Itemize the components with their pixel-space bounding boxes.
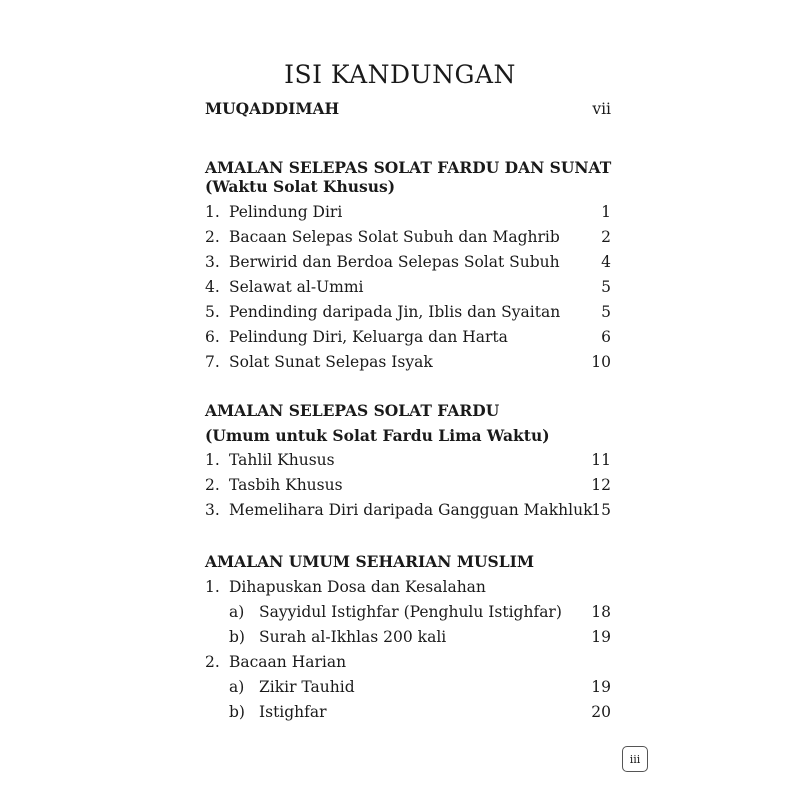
section-heading-text: AMALAN SELEPAS SOLAT FARDU: [205, 401, 500, 420]
toc-page: vii: [592, 100, 611, 118]
item-page: 2: [601, 228, 611, 246]
item-title: Bacaan Selepas Solat Subuh dan Maghrib: [229, 228, 560, 246]
item-title: Pendinding daripada Jin, Iblis dan Syaitan: [229, 303, 561, 321]
section-heading-text: AMALAN UMUM SEHARIAN MUSLIM: [205, 552, 535, 571]
section-heading-text: AMALAN SELEPAS SOLAT FARDU DAN SUNAT: [205, 158, 612, 177]
item-title: Memelihara Diri daripada Gangguan Makhluk: [229, 501, 593, 519]
toc-row: [205, 225, 611, 249]
toc-row-muqaddimah: [205, 97, 611, 121]
subitem-title: Zikir Tauhid: [259, 678, 355, 696]
item-title: Pelindung Diri, Keluarga dan Harta: [229, 328, 508, 346]
item-number: 6.: [205, 328, 220, 346]
item-title: Berwirid dan Berdoa Selepas Solat Subuh: [229, 253, 560, 271]
toc-row: [205, 473, 611, 497]
section-subheading-text: (Umum untuk Solat Fardu Lima Waktu): [205, 426, 550, 445]
item-page: 11: [591, 451, 611, 469]
item-page: 10: [591, 353, 611, 371]
item-title: Bacaan Harian: [229, 653, 347, 671]
item-page: 5: [601, 303, 611, 321]
page-title: ISI KANDUNGAN: [284, 60, 516, 89]
section1-subheading: [205, 175, 611, 199]
section-subheading-text: (Waktu Solat Khusus): [205, 177, 396, 196]
item-page: 20: [591, 703, 611, 721]
subitem-title: Surah al-Ikhlas 200 kali: [259, 628, 447, 646]
page-number-badge: iii: [622, 746, 648, 772]
subitem-title: Istighfar: [259, 703, 327, 721]
toc-subrow: [205, 700, 611, 724]
item-number: 1.: [205, 203, 220, 221]
toc-subrow: [205, 675, 611, 699]
section3-heading: [205, 550, 611, 574]
section2-heading: [205, 399, 611, 423]
toc-subrow: [205, 625, 611, 649]
item-title: Selawat al-Ummi: [229, 278, 364, 296]
toc-heading: MUQADDIMAH: [205, 99, 340, 118]
item-page: 1: [601, 203, 611, 221]
subitem-letter: a): [229, 603, 245, 621]
toc-row: [205, 325, 611, 349]
item-number: 1.: [205, 578, 220, 596]
item-page: 6: [601, 328, 611, 346]
item-page: 4: [601, 253, 611, 271]
toc-row: [205, 275, 611, 299]
item-title: Solat Sunat Selepas Isyak: [229, 353, 433, 371]
item-page: 5: [601, 278, 611, 296]
item-title: Tasbih Khusus: [229, 476, 343, 494]
item-number: 3.: [205, 253, 220, 271]
item-page: 19: [591, 678, 611, 696]
toc-row: [205, 498, 611, 522]
item-page: 18: [591, 603, 611, 621]
toc-row: [205, 300, 611, 324]
toc-subrow: [205, 600, 611, 624]
item-page: 15: [591, 501, 611, 519]
toc-row: [205, 250, 611, 274]
item-number: 4.: [205, 278, 220, 296]
item-number: 2.: [205, 653, 220, 671]
section2-subheading: [205, 424, 611, 448]
toc-row: [205, 650, 611, 674]
item-page: 19: [591, 628, 611, 646]
item-number: 1.: [205, 451, 220, 469]
toc-row: [205, 448, 611, 472]
item-number: 2.: [205, 228, 220, 246]
item-number: 3.: [205, 501, 220, 519]
item-number: 5.: [205, 303, 220, 321]
item-title: Tahlil Khusus: [229, 451, 335, 469]
toc-row: [205, 575, 611, 599]
subitem-letter: b): [229, 703, 245, 721]
toc-row: [205, 200, 611, 224]
subitem-title: Sayyidul Istighfar (Penghulu Istighfar): [259, 603, 562, 621]
item-number: 7.: [205, 353, 220, 371]
item-page: 12: [591, 476, 611, 494]
item-title: Pelindung Diri: [229, 203, 343, 221]
subitem-letter: b): [229, 628, 245, 646]
item-number: 2.: [205, 476, 220, 494]
item-title: Dihapuskan Dosa dan Kesalahan: [229, 578, 486, 596]
subitem-letter: a): [229, 678, 245, 696]
toc-row: [205, 350, 611, 374]
